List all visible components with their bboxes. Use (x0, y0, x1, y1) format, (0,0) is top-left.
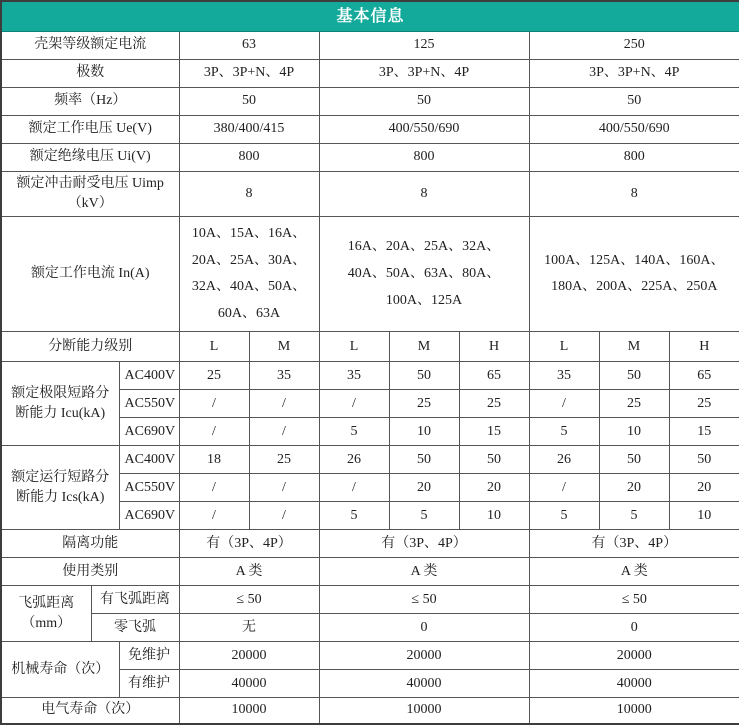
cell-value: / (179, 502, 249, 530)
row-label: 额定运行短路分断能力 Ics(kA) (1, 446, 119, 530)
sub-label: AC690V (119, 502, 179, 530)
cell-value: A 类 (529, 558, 739, 586)
cell-value: 10000 (179, 698, 319, 724)
cell-value: 10 (459, 502, 529, 530)
table-header-row (1, 1, 739, 31)
grade-cell: M (599, 332, 669, 362)
table-row (1, 362, 739, 390)
cell-value: 125 (319, 31, 529, 59)
cell-value: 5 (599, 502, 669, 530)
cell-value: 8 (529, 171, 739, 217)
table-row (1, 558, 739, 586)
table-row (1, 446, 739, 474)
cell-value: 400/550/690 (529, 115, 739, 143)
sub-label: 有维护 (119, 670, 179, 698)
cell-value: 20 (389, 474, 459, 502)
cell-value: 25 (599, 390, 669, 418)
cell-value: A 类 (319, 558, 529, 586)
cell-value: 380/400/415 (179, 115, 319, 143)
cell-value: 26 (319, 446, 389, 474)
table-row (1, 87, 739, 115)
sub-label: AC690V (119, 418, 179, 446)
cell-value: 有（3P、4P） (319, 530, 529, 558)
grade-cell: M (389, 332, 459, 362)
cell-value: 10 (389, 418, 459, 446)
cell-value: 16A、20A、25A、32A、40A、50A、63A、80A、100A、125A (319, 217, 529, 332)
cell-value: / (249, 418, 319, 446)
cell-value: 10000 (319, 698, 529, 724)
row-label: 分断能力级别 (1, 332, 179, 362)
table-row (1, 59, 739, 87)
cell-value: 50 (389, 362, 459, 390)
cell-value: 5 (529, 502, 599, 530)
cell-value: 20000 (319, 642, 529, 670)
cell-value: / (249, 390, 319, 418)
cell-value: 35 (249, 362, 319, 390)
row-label: 隔离功能 (1, 530, 179, 558)
table-row (1, 614, 739, 642)
row-label: 壳架等级额定电流 (1, 31, 179, 59)
cell-value: 800 (529, 143, 739, 171)
cell-value: 5 (319, 418, 389, 446)
table-row (1, 171, 739, 217)
cell-value: 20000 (529, 642, 739, 670)
cell-value: 10 (669, 502, 739, 530)
cell-value: 40000 (179, 670, 319, 698)
sub-label: AC550V (119, 474, 179, 502)
row-label: 电气寿命（次） (1, 698, 179, 724)
cell-value: 26 (529, 446, 599, 474)
cell-value: 0 (319, 614, 529, 642)
cell-value: / (179, 474, 249, 502)
grade-cell: H (459, 332, 529, 362)
cell-value: 8 (179, 171, 319, 217)
grade-cell: M (249, 332, 319, 362)
cell-value: 50 (389, 446, 459, 474)
cell-value: 65 (669, 362, 739, 390)
cell-value: 35 (529, 362, 599, 390)
cell-value: 3P、3P+N、4P (529, 59, 739, 87)
cell-value: 400/550/690 (319, 115, 529, 143)
cell-value: 50 (459, 446, 529, 474)
row-label: 机械寿命（次） (1, 642, 119, 698)
cell-value: / (319, 390, 389, 418)
table-row (1, 586, 739, 614)
cell-value: 5 (389, 502, 459, 530)
grade-cell: H (669, 332, 739, 362)
cell-value: 10A、15A、16A、20A、25A、30A、32A、40A、50A、60A、63A (179, 217, 319, 332)
cell-value: 无 (179, 614, 319, 642)
grade-cell: L (179, 332, 249, 362)
cell-value: 有（3P、4P） (179, 530, 319, 558)
row-label: 飞弧距离（mm） (1, 586, 91, 642)
cell-value: 15 (459, 418, 529, 446)
cell-value: 40000 (529, 670, 739, 698)
row-label: 额定工作电流 In(A) (1, 217, 179, 332)
table-row (1, 31, 739, 59)
row-label: 使用类别 (1, 558, 179, 586)
row-label: 额定绝缘电压 Ui(V) (1, 143, 179, 171)
cell-value: 有（3P、4P） (529, 530, 739, 558)
table-row (1, 698, 739, 724)
row-label: 极数 (1, 59, 179, 87)
grade-cell: L (319, 332, 389, 362)
cell-value: / (249, 474, 319, 502)
cell-value: 65 (459, 362, 529, 390)
cell-value: 20 (459, 474, 529, 502)
cell-value: 25 (179, 362, 249, 390)
cell-value: 50 (179, 87, 319, 115)
cell-value: 50 (599, 362, 669, 390)
cell-value: 35 (319, 362, 389, 390)
cell-value: ≤ 50 (319, 586, 529, 614)
table-row (1, 642, 739, 670)
row-label: 额定冲击耐受电压 Uimp（kV） (1, 171, 179, 217)
cell-value: 25 (459, 390, 529, 418)
cell-value: ≤ 50 (179, 586, 319, 614)
cell-value: 20 (599, 474, 669, 502)
table-row (1, 530, 739, 558)
cell-value: 5 (529, 418, 599, 446)
cell-value: 20000 (179, 642, 319, 670)
cell-value: 20 (669, 474, 739, 502)
cell-value: 50 (529, 87, 739, 115)
cell-value: 100A、125A、140A、160A、180A、200A、225A、250A (529, 217, 739, 332)
cell-value: 63 (179, 31, 319, 59)
cell-value: 5 (319, 502, 389, 530)
cell-value: 25 (389, 390, 459, 418)
cell-value: A 类 (179, 558, 319, 586)
table-title: 基本信息 (1, 1, 739, 31)
cell-value: 250 (529, 31, 739, 59)
table-row (1, 217, 739, 332)
cell-value: 18 (179, 446, 249, 474)
cell-value: 0 (529, 614, 739, 642)
cell-value: / (529, 390, 599, 418)
cell-value: 50 (319, 87, 529, 115)
table-row (1, 332, 739, 362)
row-label: 频率（Hz） (1, 87, 179, 115)
cell-value: 25 (669, 390, 739, 418)
cell-value: 40000 (319, 670, 529, 698)
sub-label: 零飞弧 (91, 614, 179, 642)
cell-value: / (179, 390, 249, 418)
cell-value: ≤ 50 (529, 586, 739, 614)
row-label: 额定工作电压 Ue(V) (1, 115, 179, 143)
cell-value: 25 (249, 446, 319, 474)
cell-value: / (179, 418, 249, 446)
cell-value: 15 (669, 418, 739, 446)
table-row (1, 115, 739, 143)
table-row (1, 143, 739, 171)
cell-value: 800 (179, 143, 319, 171)
sub-label: AC400V (119, 446, 179, 474)
sub-label: 免维护 (119, 642, 179, 670)
cell-value: / (529, 474, 599, 502)
sub-label: AC550V (119, 390, 179, 418)
cell-value: 10000 (529, 698, 739, 724)
cell-value: 10 (599, 418, 669, 446)
cell-value: / (319, 474, 389, 502)
cell-value: 50 (669, 446, 739, 474)
sub-label: 有飞弧距离 (91, 586, 179, 614)
grade-cell: L (529, 332, 599, 362)
cell-value: 3P、3P+N、4P (319, 59, 529, 87)
row-label: 额定极限短路分断能力 Icu(kA) (1, 362, 119, 446)
cell-value: 3P、3P+N、4P (179, 59, 319, 87)
cell-value: 800 (319, 143, 529, 171)
cell-value: 8 (319, 171, 529, 217)
cell-value: / (249, 502, 319, 530)
sub-label: AC400V (119, 362, 179, 390)
cell-value: 50 (599, 446, 669, 474)
